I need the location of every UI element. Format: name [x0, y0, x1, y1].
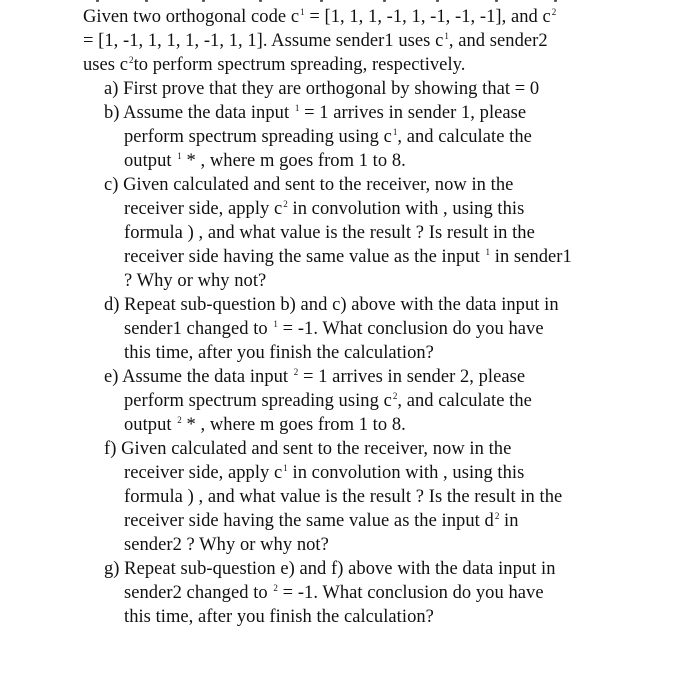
- item-f-line-4: receiver side having the same value as the input $d^2$ in: [124, 511, 519, 531]
- item-g-line-1: g) Repeat sub-question e) and f) above with the data input in: [104, 559, 556, 579]
- item-d-line-3: this time, after you finish the calculation?: [124, 343, 434, 363]
- item-b-line-1: b) Assume the data input $^1$ = 1 arrives in sender 1, please: [104, 103, 527, 123]
- item-c-line-5: ? Why or why not?: [124, 271, 267, 291]
- item-b-line-2: perform spectrum spreading using $c^1$, and calculate the: [124, 127, 532, 147]
- intro-line-1: Given two orthogonal code $c^1 = [1$, 1, 1, -1, 1, -1, -1, -1], and $c^2$: [83, 7, 557, 27]
- intro-line-3: uses $c^2to$ perform spectrum spreading, respectively.: [83, 55, 466, 75]
- item-g-line-2: sender2 changed to $^2$ = -1. What conclusion do you have: [124, 583, 544, 603]
- intro-line-2: = [1, -1, 1, 1, 1, -1, 1, 1]. Assume sender1 uses $c^1$, and sender2: [83, 31, 548, 51]
- item-c-line-4: receiver side having the same value as the input $^1$ in sender1: [124, 247, 572, 267]
- item-f-line-5: sender2 ? Why or why not?: [124, 535, 329, 555]
- item-e-line-3: output $^2$ * , where m goes from 1 to 8.: [124, 415, 406, 435]
- item-e-line-1: e) Assume the data input $^2$ = 1 arrives in sender 2, please: [104, 367, 526, 387]
- item-b-line-3: output $^1$ * , where m goes from 1 to 8.: [124, 151, 406, 171]
- item-c-line-2: receiver side, apply $c^2$ in convolution with , using this: [124, 199, 525, 219]
- item-a-line-1: a) First prove that they are orthogonal by showing that = 0: [104, 79, 540, 99]
- item-c-line-1: c) Given calculated and sent to the receiver, now in the: [104, 175, 514, 195]
- item-d-line-1: d) Repeat sub-question b) and c) above with the data input in: [104, 295, 559, 315]
- item-f-line-2: receiver side, apply $c^1$ in convolution with , using this: [124, 463, 525, 483]
- item-c-line-3: formula ) , and what value is the result ? Is result in the: [124, 223, 535, 243]
- item-d-line-2: sender1 changed to $^1$ = -1. What conclusion do you have: [124, 319, 544, 339]
- item-f-line-1: f) Given calculated and sent to the receiver, now in the: [104, 439, 512, 459]
- item-e-line-2: perform spectrum spreading using $c^2$, and calculate the: [124, 391, 532, 411]
- item-f-line-3: formula ) , and what value is the result ? Is the result in the: [124, 487, 563, 507]
- item-g-line-3: this time, after you finish the calculation?: [124, 607, 434, 627]
- cropped-text-remnant: [84, 0, 624, 3]
